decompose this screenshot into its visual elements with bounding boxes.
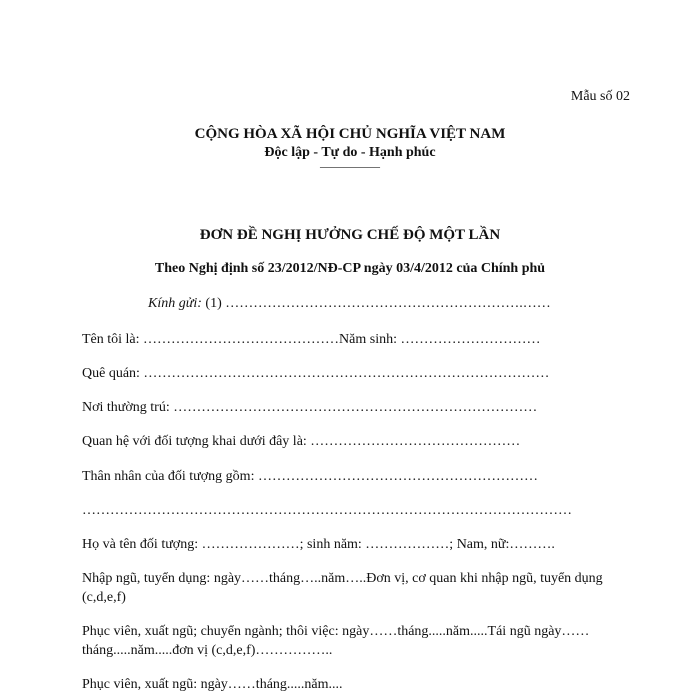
field-discharge: Phục viên, xuất ngũ: ngày……tháng.....năm.... [82,677,343,692]
form-code: Mẫu số 02 [570,89,630,104]
country-name: CỘNG HÒA XÃ HỘI CHỦ NGHĨA VIỆT NAM [194,126,506,142]
field-relation: Quan hệ với đối tượng khai dưới đây là: ……………………………………… [82,434,521,449]
field-discharge-reenlist: Phục viên, xuất ngũ; chuyển ngành; thôi việc: ngày……tháng.....năm.....Tái ngũ ngày……tháng.....năm.....đơn vị (c,d,e,f)…………….. [82,624,590,658]
field-relatives: Thân nhân của đối tượng gồm: …………………………………………………… [82,469,538,484]
decree-reference: Theo Nghị định số 23/2012/NĐ-CP ngày 03/4/2012 của Chính phủ [154,261,546,276]
addressee-line [148,296,551,312]
field-hometown: Quê quán: …………………………………………………………………………… [82,366,550,381]
addressee-value: (1) ……………………………………………………….…… [201,296,551,311]
field-relatives-continued: …………………………………………………………………………………………… [82,503,572,518]
field-residence: Nơi thường trú: …………………………………………………………………… [82,400,538,415]
field-subject: Họ và tên đối tượng: …………………; sinh năm: ………………; Nam, nữ:………. [82,537,555,552]
addressee-label: Kính gửi: [148,296,202,311]
field-enlistment: Nhập ngũ, tuyển dụng: ngày……tháng…..năm…..Đơn vị, cơ quan khi nhập ngũ, tuyển dụng (c,d,e,f) [82,571,603,605]
header-rule: ————— [320,159,380,173]
document-title: ĐƠN ĐỀ NGHỊ HƯỞNG CHẾ ĐỘ MỘT LẦN [199,227,501,243]
national-motto: Độc lập - Tự do - Hạnh phúc [264,145,436,160]
document-header [0,124,700,172]
field-name: Tên tôi là: ……………………………………Năm sinh: ………………………… [82,332,541,347]
